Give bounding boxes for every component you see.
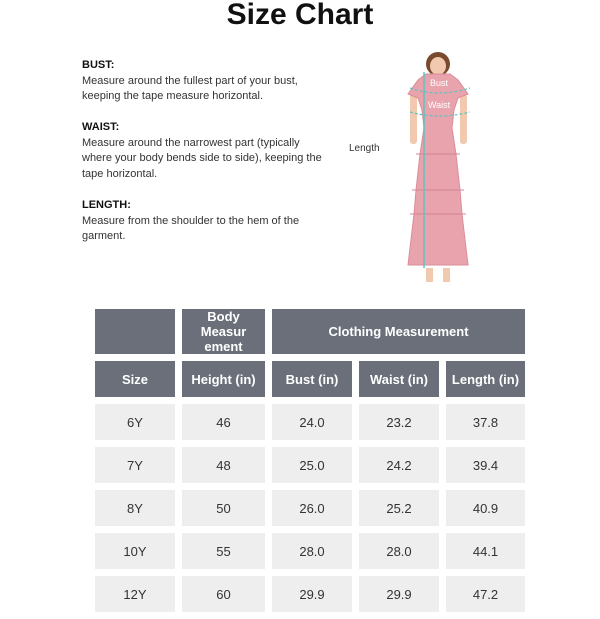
guide-length-text: Measure from the shoulder to the hem of the garment. [82,214,300,242]
cell-size: 7Y [95,447,175,483]
guide-waist-text: Measure around the narrowest part (typically where your body bends side to side), keeping the tape horizontal. [82,136,322,180]
cell-bust: 25.0 [272,447,352,483]
table-row [95,490,525,526]
cell-waist: 28.0 [359,533,439,569]
table-row [95,576,525,612]
table-row [95,404,525,440]
dress-figure [388,50,498,290]
cell-height: 60 [182,576,265,612]
guide-length [82,198,332,245]
cell-size: 6Y [95,404,175,440]
left-leg [426,268,433,282]
col-header-bust: Bust (in) [272,361,352,397]
col-header-waist: Waist (in) [359,361,439,397]
cell-length: 37.8 [446,404,525,440]
guide-length-heading: LENGTH: [82,199,131,211]
size-table [88,302,532,619]
waist-label: Waist [428,100,451,110]
col-header-size: Size [95,361,175,397]
cell-length: 40.9 [446,490,525,526]
cell-bust: 29.9 [272,576,352,612]
cell-bust: 24.0 [272,404,352,440]
guide-bust-text: Measure around the fullest part of your bust, keeping the tape measure horizontal. [82,74,298,102]
cell-bust: 28.0 [272,533,352,569]
cell-height: 46 [182,404,265,440]
cell-size: 12Y [95,576,175,612]
cell-length: 39.4 [446,447,525,483]
col-header-height: Height (in) [182,361,265,397]
cell-height: 48 [182,447,265,483]
cell-waist: 23.2 [359,404,439,440]
group-header-clothing: Clothing Measurement [272,309,525,354]
table-row [95,447,525,483]
page-title: Size Chart [226,0,374,31]
cell-height: 55 [182,533,265,569]
cell-length: 47.2 [446,576,525,612]
guide-bust-heading: BUST: [82,59,115,71]
face-shape [430,57,446,75]
cell-waist: 29.9 [359,576,439,612]
length-label: Length [349,143,380,154]
left-arm [410,94,417,144]
bust-label: Bust [430,78,449,88]
right-arm [460,94,467,144]
cell-waist: 24.2 [359,447,439,483]
cell-waist: 25.2 [359,490,439,526]
right-leg [443,268,450,282]
table-corner [95,309,175,354]
group-header-body: Body Measur ement [182,309,265,354]
cell-size: 10Y [95,533,175,569]
table-row [95,533,525,569]
cell-length: 44.1 [446,533,525,569]
cell-bust: 26.0 [272,490,352,526]
guide-waist-heading: WAIST: [82,121,120,133]
cell-height: 50 [182,490,265,526]
cell-size: 8Y [95,490,175,526]
col-header-length: Length (in) [446,361,525,397]
guide-bust [82,58,332,105]
guide-waist [82,120,332,182]
